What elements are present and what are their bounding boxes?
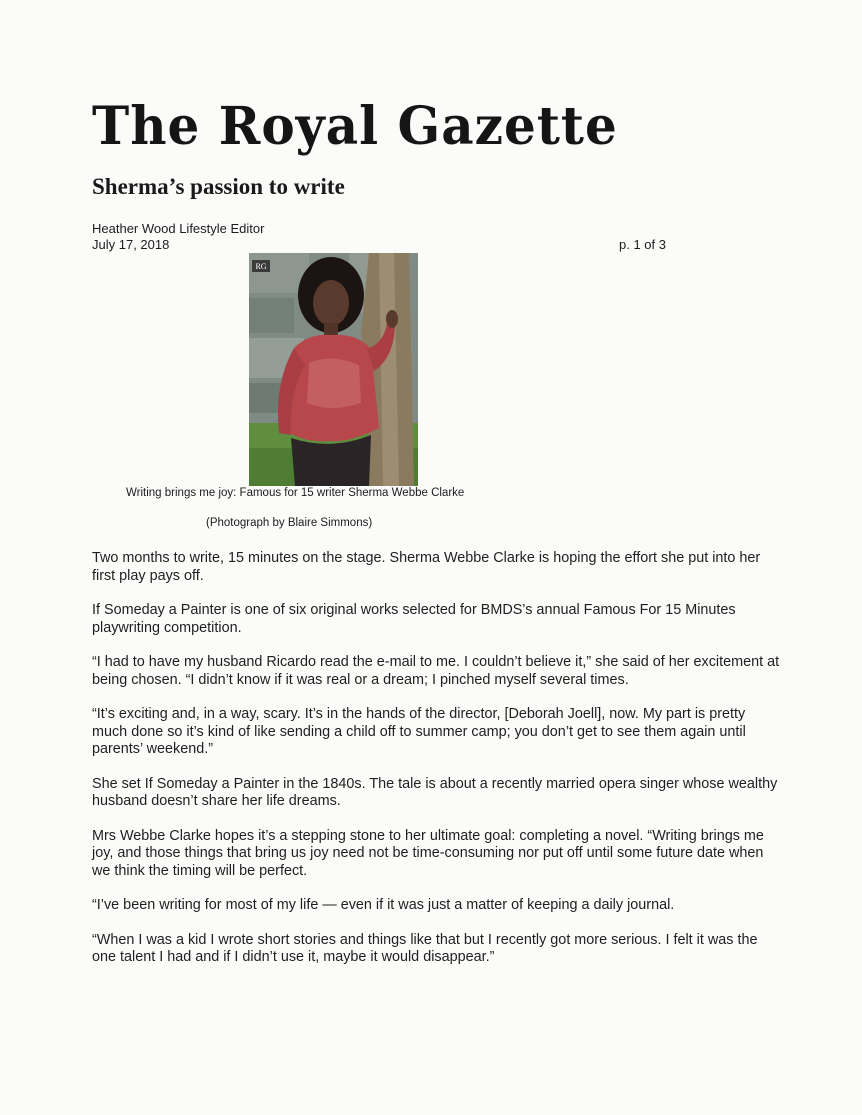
article-paragraph: She set If Someday a Painter in the 1840s. The tale is about a recently married opera singer whose wealthy husband doesn’t share her life dreams. (92, 775, 778, 809)
photo-illustration (249, 253, 418, 486)
newspaper-masthead: The Royal Gazette (92, 94, 618, 157)
article-paragraph: “I’ve been writing for most of my life — even if it was just a matter of keeping a daily journal. (92, 897, 675, 913)
article-paragraph: Two months to write, 15 minutes on the stage. Sherma Webbe Clarke is hoping the effort she put into her first play pays off. (92, 550, 761, 584)
photo-badge: RG (255, 262, 267, 271)
photo-credit: (Photograph by Blaire Simmons) (206, 517, 373, 529)
article-headline: Sherma’s passion to write (92, 174, 345, 199)
article-paragraph: “It’s exciting and, in a way, scary. It’s in the hands of the director, [Deborah Joell], now. My part is pretty much done so it’s kind of like sending a child off to summer camp; you don’t get to see them again until parents’ weekend.” (92, 706, 746, 757)
photo-caption: Writing brings me joy: Famous for 15 writer Sherma Webbe Clarke (126, 487, 465, 499)
article-date: July 17, 2018 (92, 237, 170, 252)
page-number: p. 1 of 3 (619, 237, 666, 252)
article-paragraph: If Someday a Painter is one of six original works selected for BMDS’s annual Famous For 15 Minutes playwriting competition. (92, 602, 736, 636)
article-body (92, 550, 782, 984)
article-paragraph: Mrs Webbe Clarke hopes it’s a stepping stone to her ultimate goal: completing a novel. “Writing brings me joy, and those things that bring us joy need not be time-consuming nor put off until some future date when we think the timing will be perfect. (92, 827, 764, 879)
article-paragraph: “I had to have my husband Ricardo read the e-mail to me. I couldn’t believe it,” she said of her excitement at being chosen. “I didn’t know if it was real or a dream; I pinched myself several times. (92, 654, 780, 688)
article-byline: Heather Wood Lifestyle Editor (92, 221, 265, 236)
article-paragraph: “When I was a kid I wrote short stories and things like that but I recently got more serious. I felt it was the one talent I had and if I didn’t use it, maybe it would disappear.” (92, 931, 758, 965)
article-photo (249, 253, 418, 486)
